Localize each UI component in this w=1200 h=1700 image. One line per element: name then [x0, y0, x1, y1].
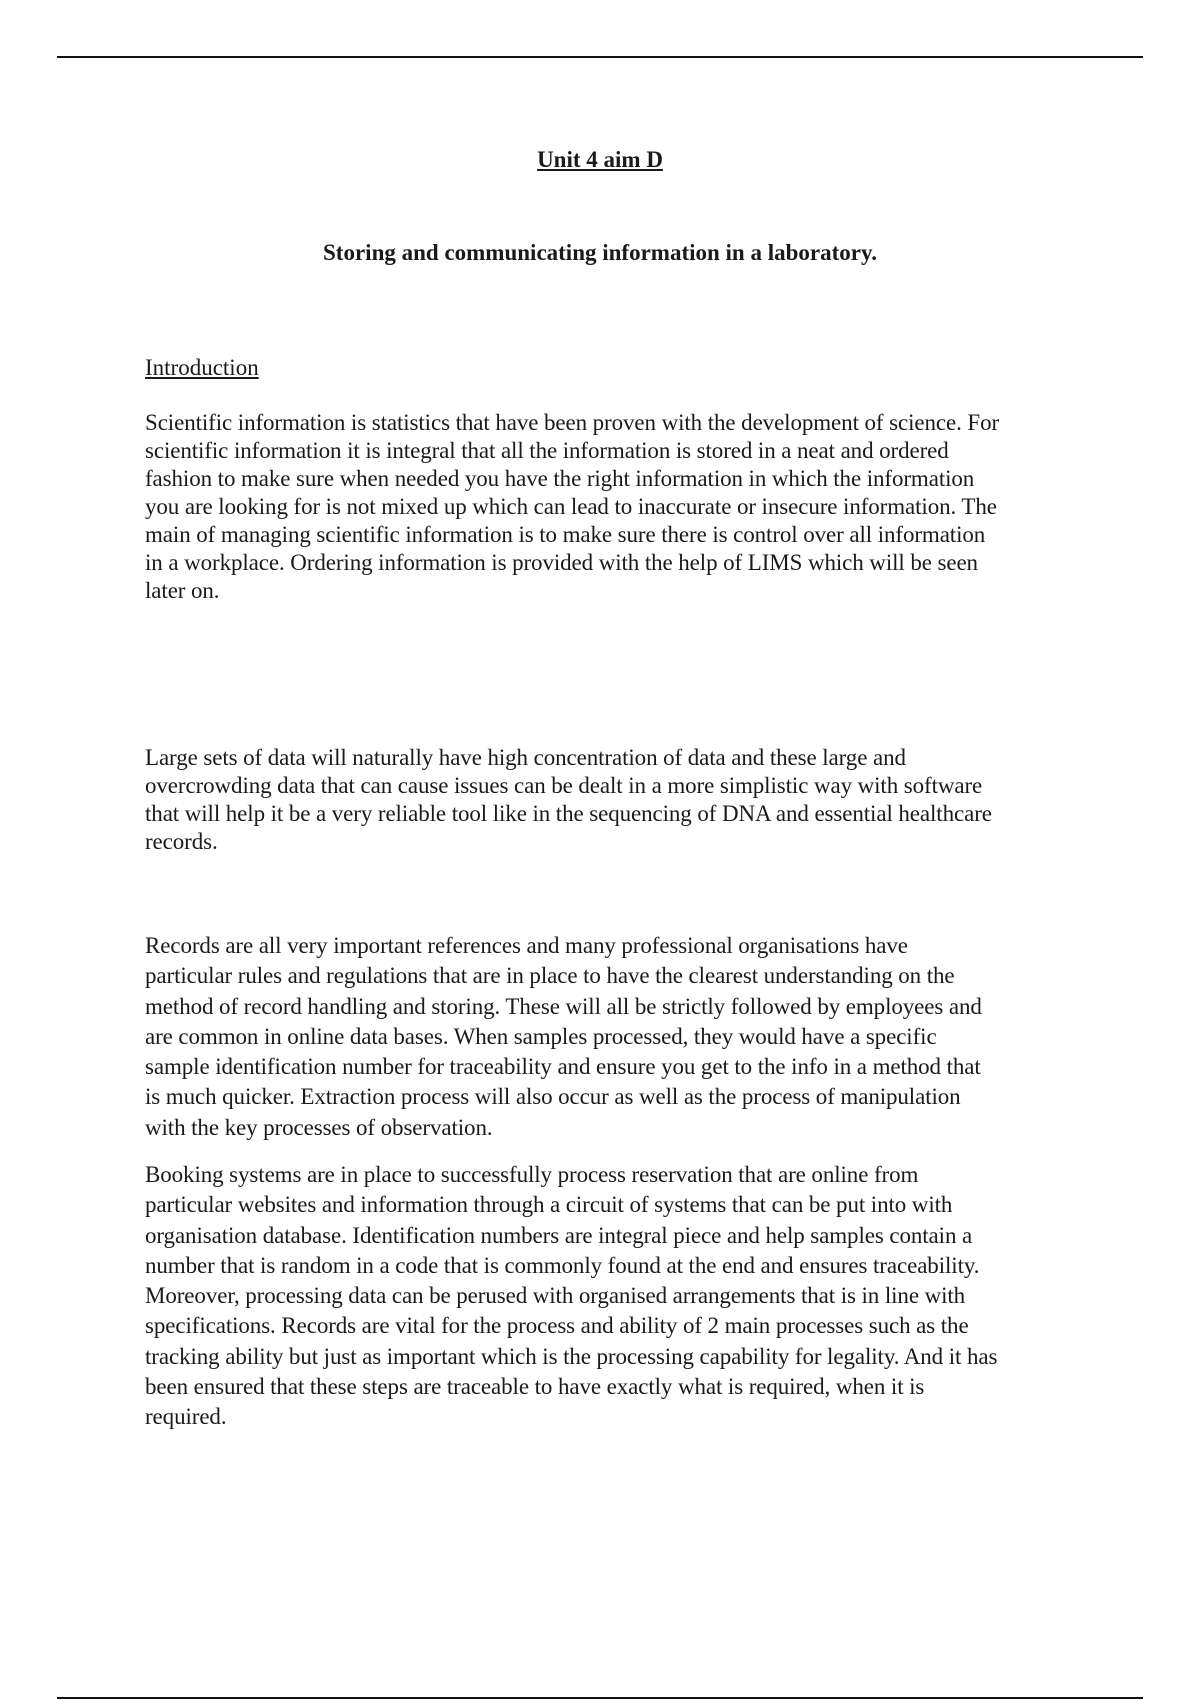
paragraph-introduction	[145, 409, 1060, 605]
paragraph-line: with the key processes of observation.	[145, 1114, 493, 1140]
paragraph-line: in a workplace. Ordering information is provided with the help of LIMS which will be seen	[145, 550, 978, 575]
bottom-rule	[57, 1697, 1143, 1699]
paragraph-line: overcrowding data that can cause issues can be dealt in a more simplistic way with software	[145, 773, 983, 798]
paragraph-line: sample identification number for traceability and ensure you get to the info in a method that	[145, 1054, 981, 1080]
document-title: Unit 4 aim D	[537, 147, 663, 172]
paragraph-line: specifications. Records are vital for the process and ability of 2 main processes such as the	[145, 1313, 969, 1339]
paragraph-line: tracking ability but just as important which is the processing capability for legality. And it has	[145, 1343, 998, 1369]
paragraph-line: Large sets of data will naturally have high concentration of data and these large and	[145, 745, 906, 770]
paragraph-line: Booking systems are in place to successfully process reservation that are online from	[145, 1162, 919, 1187]
paragraph-line: main of managing scientific information is to make sure there is control over all information	[145, 522, 986, 547]
paragraph-line: later on.	[145, 578, 220, 603]
paragraph-records	[145, 931, 1060, 1143]
paragraph-line: particular rules and regulations that are in place to have the clearest understanding on the	[145, 963, 955, 989]
paragraph-line: Records are all very important references and many professional organisations have	[145, 933, 908, 958]
paragraph-line: been ensured that these steps are traceable to have exactly what is required, when it is	[145, 1374, 925, 1400]
paragraph-line: you are looking for is not mixed up which can lead to inaccurate or insecure information. The	[145, 494, 997, 519]
paragraph-line: fashion to make sure when needed you have the right information in which the information	[145, 466, 975, 491]
paragraph-line: Scientific information is statistics that have been proven with the development of science. For	[145, 410, 1000, 435]
section-heading-introduction: Introduction	[145, 355, 259, 380]
paragraph-line: method of record handling and storing. These will all be strictly followed by employees and	[145, 993, 982, 1019]
paragraph-line: required.	[145, 1404, 227, 1430]
paragraph-line: that will help it be a very reliable tool like in the sequencing of DNA and essential healthcare	[145, 801, 992, 826]
paragraph-booking-systems	[145, 1160, 1060, 1433]
paragraph-line: organisation database. Identification numbers are integral piece and help samples contain a	[145, 1222, 973, 1248]
paragraph-line: are common in online data bases. When samples processed, they would have a specific	[145, 1023, 937, 1049]
paragraph-large-data-sets	[145, 744, 1060, 856]
paragraph-line: Moreover, processing data can be perused with organised arrangements that is in line with	[145, 1283, 966, 1309]
paragraph-line: number that is random in a code that is commonly found at the end and ensures traceability.	[145, 1252, 980, 1278]
paragraph-line: is much quicker. Extraction process will also occur as well as the process of manipulation	[145, 1084, 961, 1110]
document-subtitle: Storing and communicating information in a laboratory.	[323, 240, 877, 265]
paragraph-line: particular websites and information through a circuit of systems that can be put into with	[145, 1192, 953, 1218]
paragraph-line: records.	[145, 829, 218, 854]
paragraph-line: scientific information it is integral that all the information is stored in a neat and ordered	[145, 438, 949, 463]
top-rule	[57, 56, 1143, 58]
